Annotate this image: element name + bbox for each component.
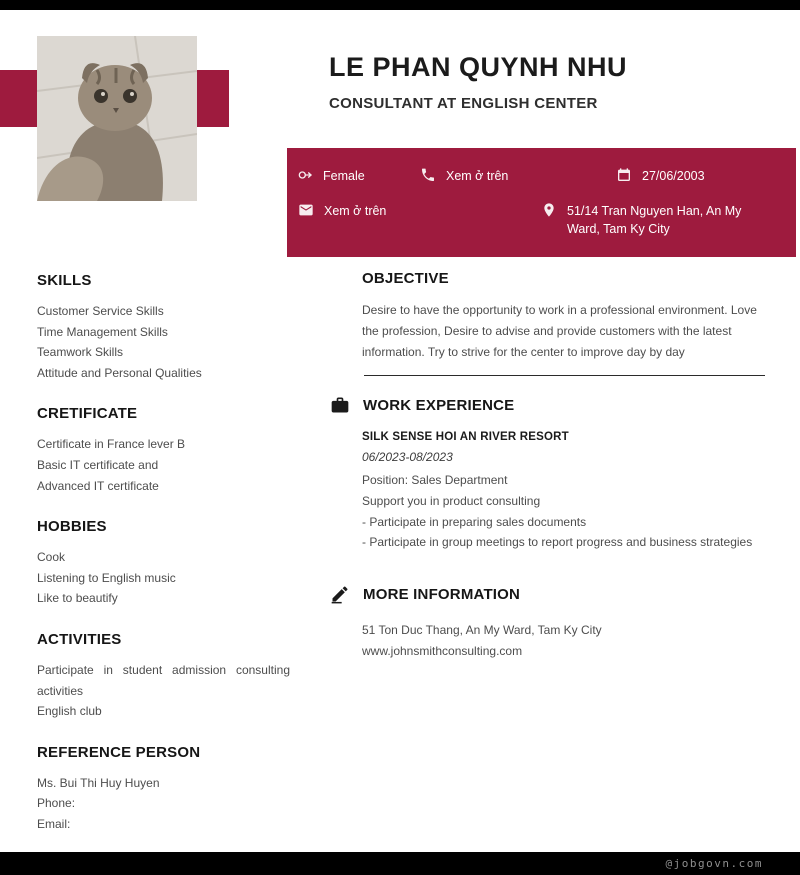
briefcase-icon — [330, 395, 350, 415]
candidate-job-title: CONSULTANT AT ENGLISH CENTER — [329, 95, 598, 112]
skill-item: Teamwork Skills — [37, 345, 124, 360]
candidate-name: LE PHAN QUYNH NHU — [329, 52, 628, 82]
more-information-section — [330, 584, 764, 662]
certificate-heading: CRETIFICATE — [37, 405, 138, 423]
work-detail-line: Support you in product consulting — [362, 493, 541, 508]
skill-item: Attitude and Personal Qualities — [37, 365, 202, 380]
gender-value: Female — [323, 169, 365, 183]
work-experience-body — [362, 431, 764, 553]
email-icon — [298, 202, 314, 218]
certificate-item: Certificate in France lever B — [37, 437, 186, 452]
more-info-website: www.johnsmithconsulting.com — [362, 643, 523, 658]
work-detail-line: Position: Sales Department — [362, 473, 508, 487]
skill-item: Customer Service Skills — [37, 304, 164, 318]
reference-item: Phone: — [37, 796, 76, 811]
hobby-item: Cook — [37, 550, 66, 565]
more-information-header — [330, 584, 764, 604]
email-value: Xem ở trên — [324, 204, 387, 218]
hobby-item: Listening to English music — [37, 570, 176, 585]
watermark-text: @jobgovn.com — [665, 857, 763, 870]
certificate-item: Basic IT certificate and — [37, 457, 159, 472]
contact-phone — [420, 167, 508, 185]
left-column — [37, 272, 290, 857]
work-detail-line: - Participate in group meetings to report progress and business strategies — [362, 535, 753, 550]
certificate-item: Advanced IT certificate — [37, 478, 159, 493]
contact-info-box — [287, 148, 796, 257]
address-value: 51/14 Tran Nguyen Han, An My Ward, Tam Ky City — [567, 204, 742, 236]
activities-section — [37, 631, 290, 722]
location-pin-icon — [541, 202, 557, 218]
work-company: SILK SENSE HOI AN RIVER RESORT — [362, 431, 569, 443]
bottom-bar — [0, 852, 800, 875]
more-information-body — [362, 620, 764, 662]
work-experience-heading: WORK EXPERIENCE — [363, 396, 515, 414]
objective-section — [362, 270, 767, 384]
objective-heading: OBJECTIVE — [362, 270, 449, 287]
reference-heading: REFERENCE PERSON — [37, 743, 201, 761]
gender-icon — [297, 167, 313, 183]
skills-section — [37, 272, 290, 383]
hobbies-heading: HOBBIES — [37, 518, 107, 536]
work-experience-section — [330, 395, 764, 553]
certificate-section — [37, 405, 290, 496]
contact-address — [541, 202, 775, 238]
activity-item: Participate in student admission consulting activities — [37, 662, 290, 698]
activities-heading: ACTIVITIES — [37, 630, 122, 648]
reference-item: Email: — [37, 816, 71, 831]
profile-photo — [37, 36, 197, 201]
hobby-item: Like to beautify — [37, 591, 118, 606]
cat-photo-illustration — [37, 36, 197, 201]
skills-heading: SKILLS — [37, 272, 92, 289]
objective-text: Desire to have the opportunity to work in a professional environment. Love the profession, Desire to advise and provide customers with the latest information. Try to strive for the center to improve day by day — [362, 303, 757, 359]
contact-birthday — [616, 167, 705, 185]
work-detail-line: - Participate in preparing sales documents — [362, 514, 587, 529]
pencil-icon — [330, 584, 350, 604]
phone-icon — [420, 167, 436, 183]
birthday-value: 27/06/2003 — [642, 169, 705, 183]
top-bar — [0, 0, 800, 10]
reference-section — [37, 744, 290, 835]
more-information-heading: MORE INFORMATION — [363, 585, 521, 603]
reference-item: Ms. Bui Thi Huy Huyen — [37, 775, 160, 790]
contact-email — [298, 202, 386, 220]
hobbies-section — [37, 518, 290, 609]
more-info-address: 51 Ton Duc Thang, An My Ward, Tam Ky City — [362, 623, 602, 637]
calendar-icon — [616, 167, 632, 183]
work-experience-header — [330, 395, 764, 415]
activity-item: English club — [37, 704, 102, 719]
phone-value: Xem ở trên — [446, 169, 509, 183]
contact-gender — [297, 167, 365, 185]
objective-divider — [364, 375, 765, 376]
skill-item: Time Management Skills — [37, 324, 168, 339]
work-period: 06/2023-08/2023 — [362, 450, 453, 464]
